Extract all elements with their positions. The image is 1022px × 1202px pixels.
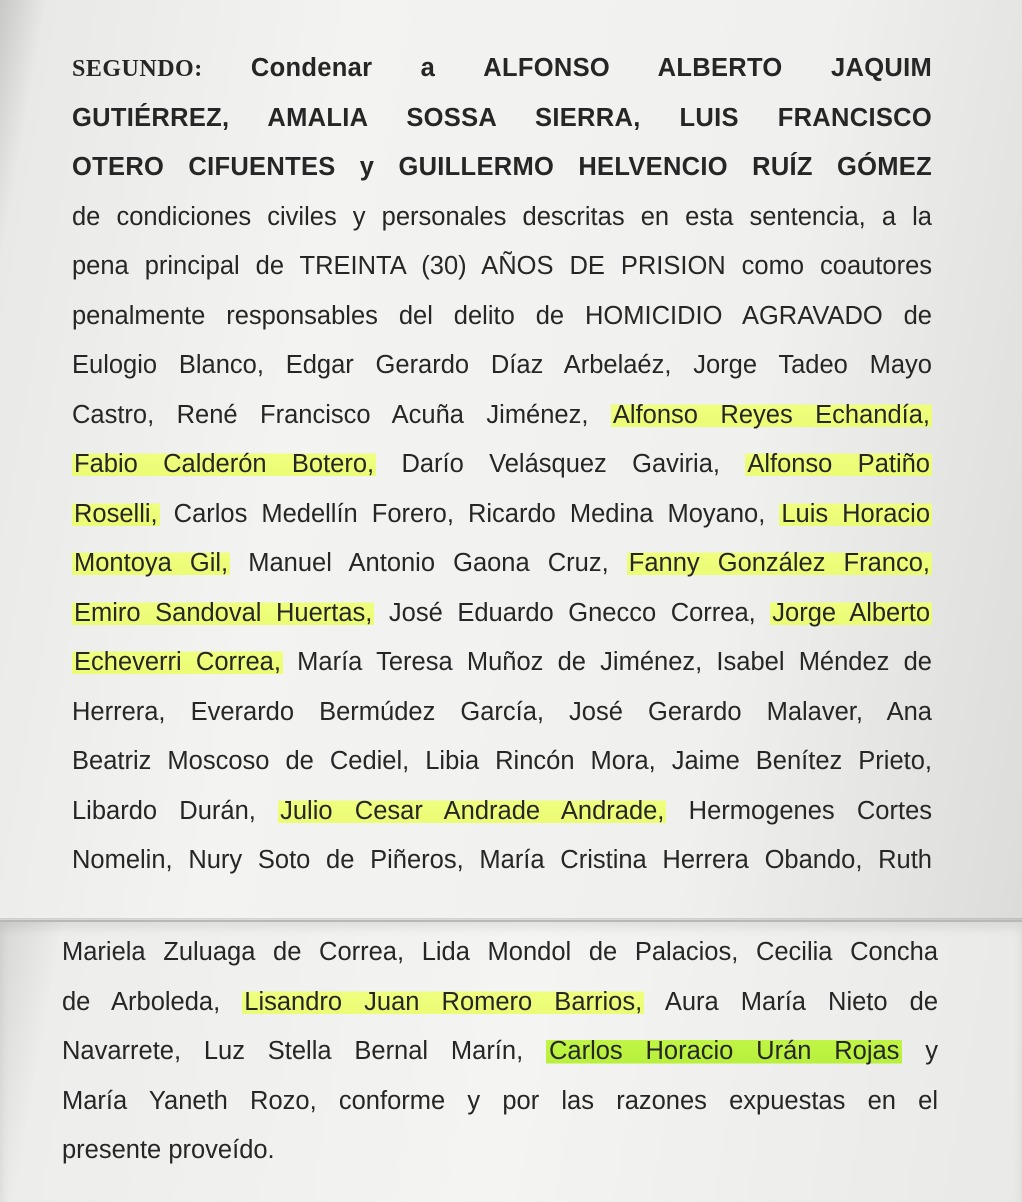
resolution-paragraph	[72, 44, 932, 886]
text-line: de Arboleda, Lisandro Juan Romero Barrios, Aura María Nieto de	[62, 987, 938, 1016]
text-line: Navarrete, Luz Stella Bernal Marín, Carlos Horacio Urán Rojas y	[62, 1037, 938, 1065]
text-line: OTERO CIFUENTES y GUILLERMO HELVENCIO RUÍZ GÓMEZ	[72, 153, 932, 181]
text-line: Castro, René Francisco Acuña Jiménez, Alfonso Reyes Echandía,	[72, 400, 930, 429]
text-line: de condiciones civiles y personales descritas en esta sentencia, a la	[72, 202, 932, 231]
document-page-bottom	[0, 920, 1022, 1202]
highlighted-name: Emiro Sandoval Huertas,	[74, 598, 373, 627]
highlighted-name: Lisandro Juan Romero Barrios,	[244, 987, 643, 1016]
text-line: Herrera, Everardo Bermúdez García, José Gerardo Malaver, Ana	[72, 697, 932, 726]
text-line: Eulogio Blanco, Edgar Gerardo Díaz Arbelaéz, Jorge Tadeo Mayo	[72, 351, 932, 379]
highlighted-name: Roselli,	[74, 499, 158, 528]
highlighted-name: Luis Horacio	[781, 499, 931, 528]
text-line: Echeverri Correa, María Teresa Muñoz de Jiménez, Isabel Méndez de	[74, 648, 932, 676]
text-line: SEGUNDO: Condenar a ALFONSO ALBERTO JAQUIM	[72, 54, 932, 82]
text-line: presente proveído.	[62, 1136, 275, 1164]
highlighted-name: Montoya Gil,	[74, 549, 229, 577]
text-line: Montoya Gil, Manuel Antonio Gaona Cruz, Fanny González Franco,	[74, 549, 930, 577]
text-line: pena principal de TREINTA (30) AÑOS DE PRISION como coautores	[72, 252, 932, 280]
highlighted-name: Alfonso Patiño	[747, 450, 930, 478]
section-heading: SEGUNDO:	[72, 56, 203, 82]
highlighted-name: Alfonso Reyes Echandía,	[612, 400, 930, 429]
text-line: penalmente responsables del delito de HOMICIDIO AGRAVADO de	[72, 301, 932, 330]
text-line: Mariela Zuluaga de Correa, Lida Mondol de Palacios, Cecilia Concha	[62, 938, 938, 966]
resolution-paragraph-continued	[62, 928, 938, 1176]
text-line: Fabio Calderón Botero, Darío Velásquez Gaviria, Alfonso Patiño	[74, 450, 930, 478]
highlighted-name: Jorge Alberto	[772, 598, 930, 627]
highlighted-name: Echeverri Correa,	[74, 648, 281, 676]
defendant-names: ALFONSO ALBERTO JAQUIM	[483, 54, 932, 82]
text-line: Nomelin, Nury Soto de Piñeros, María Cristina Herrera Obando, Ruth	[72, 846, 932, 874]
text-line: GUTIÉRREZ, AMALIA SOSSA SIERRA, LUIS FRANCISCO	[72, 103, 932, 132]
text-line: Libardo Durán, Julio Cesar Andrade Andrade, Hermogenes Cortes	[72, 796, 932, 825]
text-line: Roselli, Carlos Medellín Forero, Ricardo Medina Moyano, Luis Horacio	[74, 499, 931, 528]
highlighted-name: Julio Cesar Andrade Andrade,	[280, 796, 665, 825]
highlighted-name: Fabio Calderón Botero,	[74, 450, 375, 478]
highlighted-name: Fanny González Franco,	[628, 549, 930, 577]
text-line: Emiro Sandoval Huertas, José Eduardo Gnecco Correa, Jorge Alberto	[74, 598, 930, 627]
text-line: Beatriz Moscoso de Cediel, Libia Rincón Mora, Jaime Benítez Prieto,	[72, 747, 932, 775]
highlighted-name-strong: Carlos Horacio Urán Rojas	[546, 1037, 902, 1065]
text-line: María Yaneth Rozo, conforme y por las razones expuestas en el	[62, 1086, 938, 1115]
